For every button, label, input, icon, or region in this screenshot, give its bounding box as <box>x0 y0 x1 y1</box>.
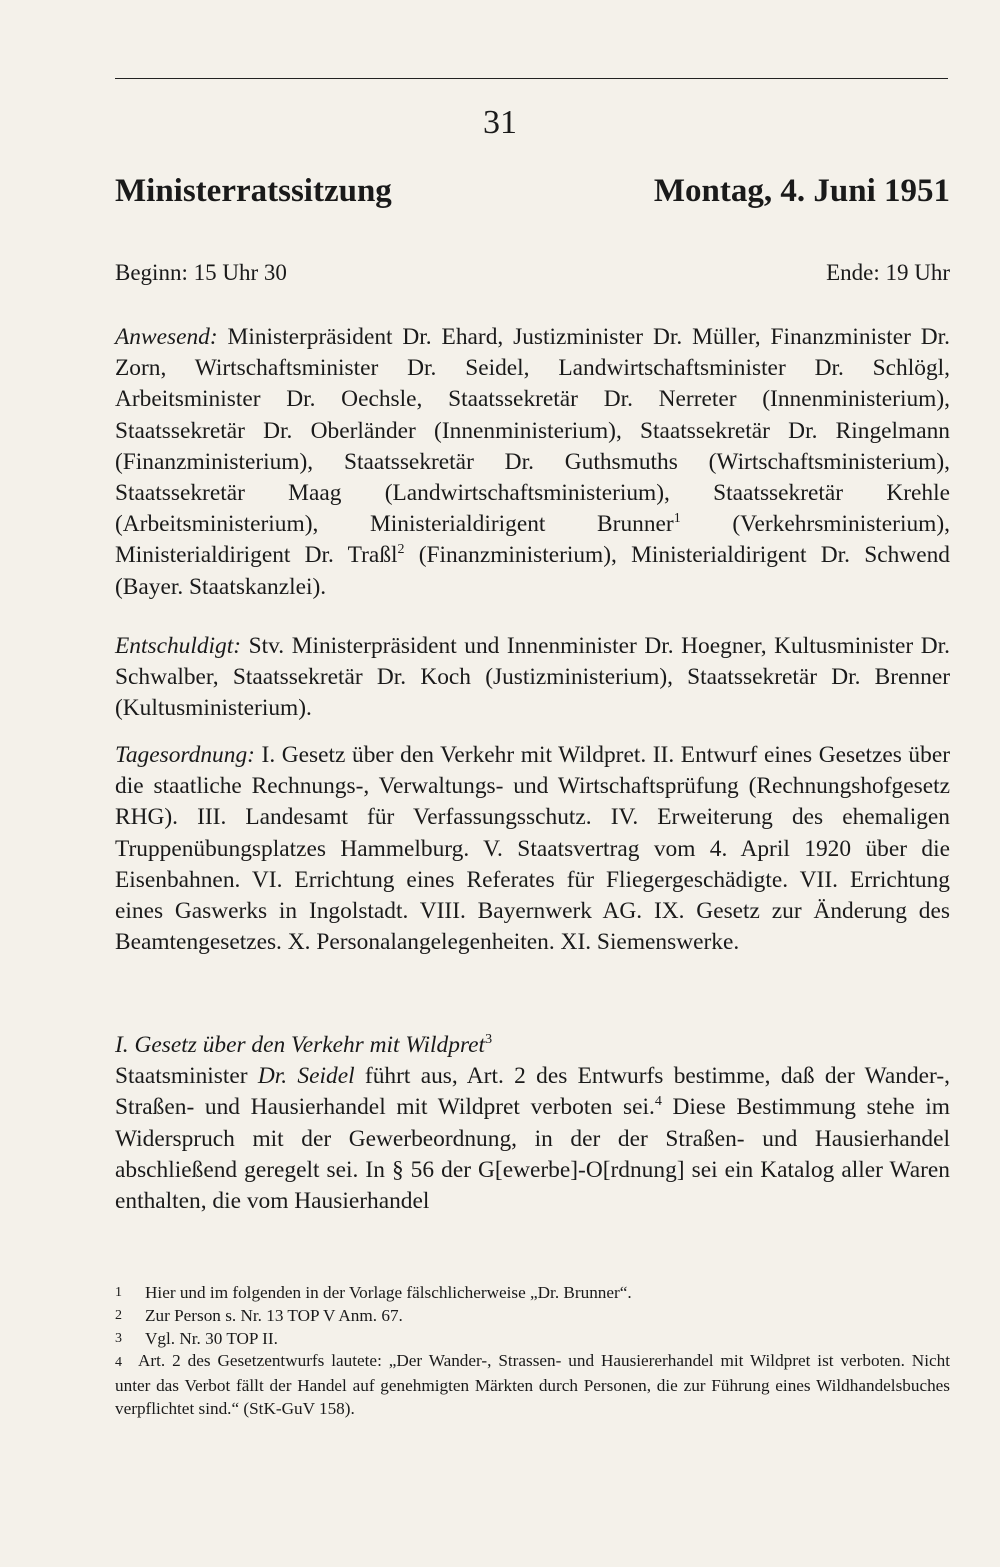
footnote-ref-1: 1 <box>673 511 681 527</box>
title-row <box>115 173 950 217</box>
footnote-1 <box>115 1282 950 1305</box>
section-text-a: Staatsminister <box>115 1063 258 1090</box>
section-body <box>115 1061 950 1217</box>
session-date: Montag, 4. Juni 1951 <box>653 173 950 209</box>
header-rule <box>115 78 948 79</box>
section-heading <box>115 1030 950 1061</box>
footnote-number: 1 <box>115 1285 122 1300</box>
agenda-label: Tagesordnung: <box>115 742 255 768</box>
section-text-b: führt aus, Art. 2 des Entwurfs bestimme, daß der Wander-, Straßen- und Hausierhandel mit Wildpret verboten sei. <box>115 1063 950 1121</box>
excused-label: Entschuldigt: <box>115 633 242 659</box>
section-heading-text: I. Gesetz über den Verkehr mit Wildpret <box>115 1032 486 1058</box>
end-time: Ende: 19 Uhr <box>826 260 950 285</box>
present-paragraph <box>115 322 950 603</box>
footnotes <box>115 1282 950 1421</box>
document-number: 31 <box>483 104 517 141</box>
footnote-4 <box>115 1350 950 1420</box>
footnote-number: 2 <box>115 1307 122 1323</box>
agenda-text: I. Gesetz über den Verkehr mit Wildpret. II. Entwurf eines Gesetzes über die staatliche Rechnungs-, Verwaltungs- und Wirtschaftsprüfung (Rechnungshofgesetz RHG). III. Landesamt für Verfassungsschutz. IV. Erweiterung des ehemaligen Truppenübungsplatzes Hammelburg. V. Staatsvertrag vom 4. April 1920 über die Eisenbahnen. VI. Errichtung eines Referates für Fliegergeschädigte. VII. Errichtung eines Gaswerks in Ingolstadt. VIII. Bayernwerk AG. IX. Gesetz zur Änderung des Beamtengesetzes. X. Personalangelegenheiten. XI. Siemenswerke. <box>115 742 950 956</box>
footnote-text: Art. 2 des Gesetzentwurfs lautete: „Der Wander-, Strassen- und Hausiererhandel mit Wildpret ist verboten. Nicht unter das Verbot fällt der Handel auf genehmigten Märkten durch Personen, die zur Führung eines Wildhandelsbuches verpflichtet sind.“ (StK-GuV 158). <box>115 1351 950 1418</box>
footnote-ref-4: 4 <box>654 1094 662 1110</box>
present-text-c: (Finanzministerium), Ministerialdirigent Dr. Schwend (Bayer. Staatskanzlei). <box>115 542 950 600</box>
footnote-number: 3 <box>115 1330 122 1346</box>
excused-paragraph <box>115 631 950 725</box>
footnote-3 <box>115 1328 950 1351</box>
agenda-paragraph <box>115 740 950 958</box>
footnote-ref-3: 3 <box>485 1032 493 1047</box>
footnote-2 <box>115 1305 950 1328</box>
speaker-name: Dr. Seidel <box>257 1063 355 1090</box>
section-1 <box>115 1030 950 1217</box>
excused-text: Stv. Ministerpräsident und Innenminister Dr. Hoegner, Kultusminister Dr. Schwalber, Staatssekretär Dr. Koch (Justizministerium), Staatssekretär Dr. Brenner (Kultusministerium). <box>115 633 950 722</box>
present-text-a: Ministerpräsident Dr. Ehard, Justizminister Dr. Müller, Finanzminister Dr. Zorn, Wirtschaftsminister Dr. Seidel, Landwirtschaftsminister Dr. Schlögl, Arbeitsminister Dr. Oechsle, Staatssekretär Dr. Nerreter (Innenministerium), Staatssekretär Dr. Oberländer (Innenministerium), Staatssekretär Dr. Ringelmann (Finanzministerium), Staatssekretär Dr. Guthsmuths (Wirtschaftsministerium), Staatssekretär Maag (Landwirtschaftsministerium), Staatssekretär Krehle (Arbeitsministerium), Ministerialdirigent Brunner <box>115 324 950 538</box>
footnote-text: Zur Person s. Nr. 13 TOP V Anm. 67. <box>145 1305 403 1325</box>
footnote-text: Hier und im folgenden in der Vorlage fälschlicherweise „Dr. Brunner“. <box>145 1283 632 1302</box>
footnote-number: 4 <box>115 1355 122 1371</box>
footnote-text: Vgl. Nr. 30 TOP II. <box>145 1328 278 1348</box>
present-label: Anwesend: <box>115 324 218 350</box>
session-title: Ministerratssitzung <box>115 173 392 209</box>
begin-time: Beginn: 15 Uhr 30 <box>115 260 287 285</box>
present-text-b: (Verkehrsministerium), Ministerialdirigent Dr. Traßl <box>115 511 950 569</box>
footnote-ref-2: 2 <box>397 542 405 558</box>
section-text-c: Diese Bestimmung stehe im Widerspruch mit der Gewerbeordnung, in der der Straßen- und Hausierhandel abschließend geregelt sei. In § 56 der G[ewerbe]-O[rdnung] sei ein Katalog aller Waren enthalten, die vom Hausierhandel <box>115 1094 950 1215</box>
